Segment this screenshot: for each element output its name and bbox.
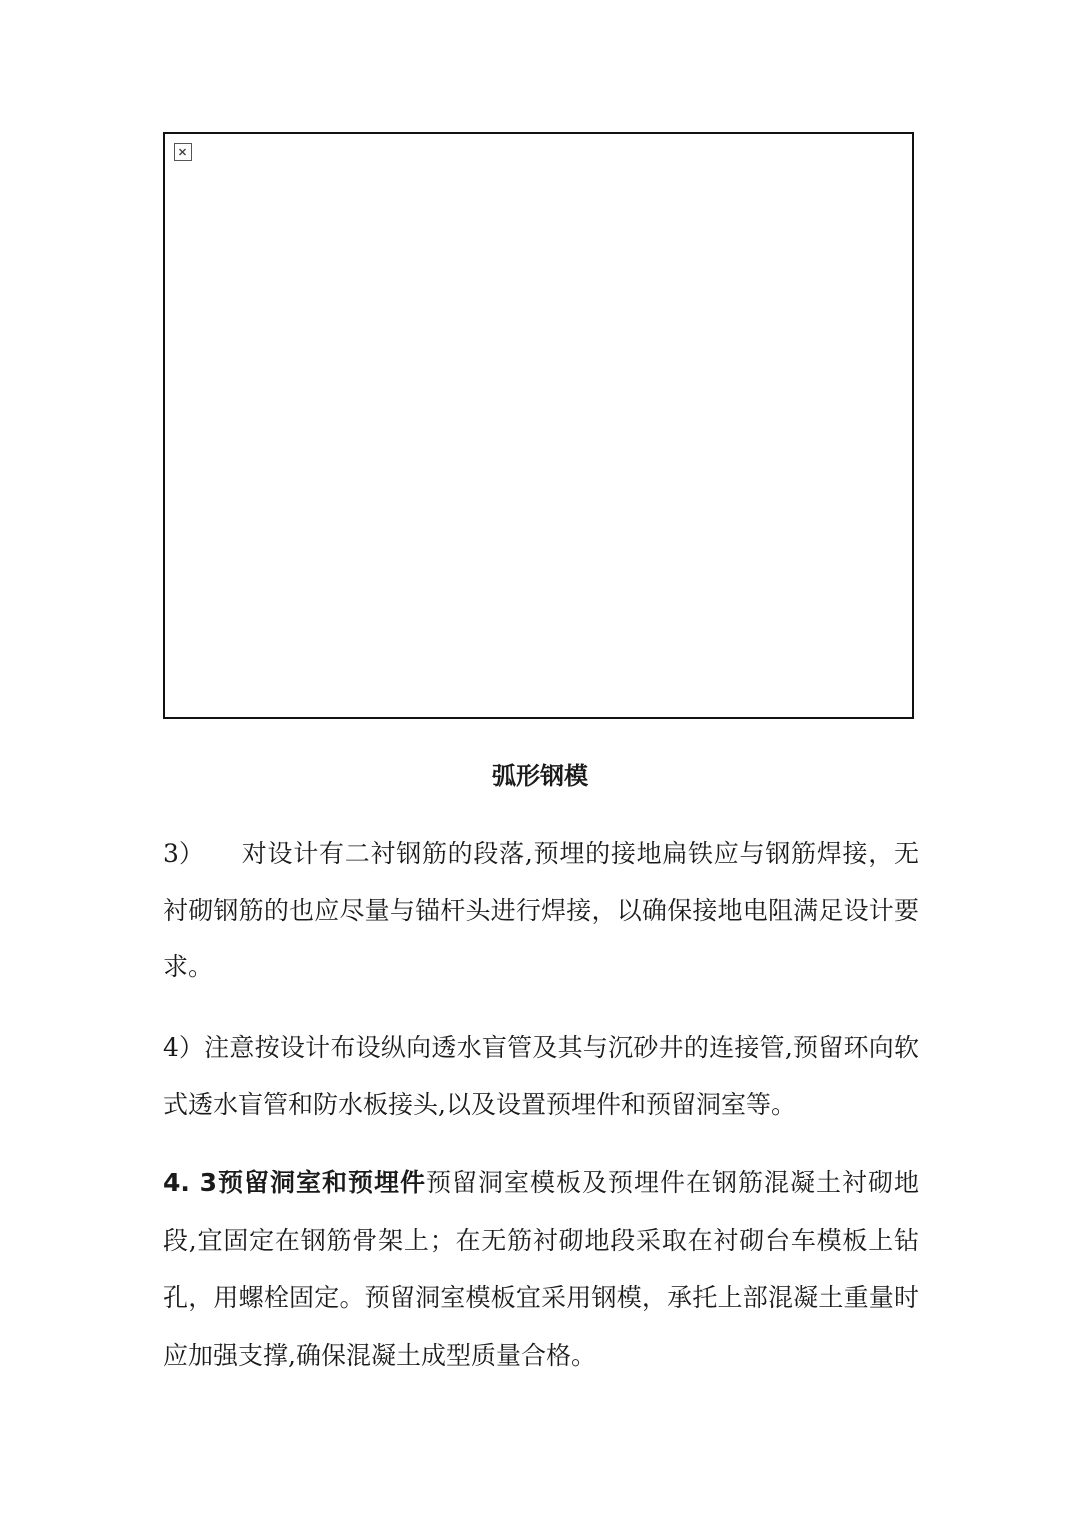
list-marker: 4） xyxy=(163,1033,204,1062)
paragraph-text: 注意按设计布设纵向透水盲管及其与沉砂井的连接管,预留环向软式透水盲管和防水板接头,以及设置预埋件和预留洞室等。 xyxy=(163,1033,919,1119)
figure-caption: 弧形钢模 xyxy=(492,762,588,790)
list-marker: 3） xyxy=(163,839,204,868)
paragraph-text: 对设计有二衬钢筋的段落,预埋的接地扁铁应与钢筋焊接，无衬砌钢筋的也应尽量与锚杆头进行焊接，以确保接地电阻满足设计要求。 xyxy=(163,839,919,981)
section-heading: 4. 3预留洞室和预埋件 xyxy=(163,1168,426,1197)
figure-image-frame xyxy=(163,132,914,719)
section-4-3 xyxy=(163,1154,919,1384)
paragraph-text: 预留洞室模板及预埋件在钢筋混凝土衬砌地段,宜固定在钢筋骨架上；在无筋衬砌地段采取在衬砌台车模板上钻孔，用螺栓固定。预留洞室模板宜采用钢模，承托上部混凝土重量时应加强支撑,确保混凝土成型质量合格。 xyxy=(163,1168,919,1370)
broken-image-icon xyxy=(174,143,192,161)
paragraph-item-3 xyxy=(163,826,919,996)
paragraph-item-4 xyxy=(163,1020,919,1133)
